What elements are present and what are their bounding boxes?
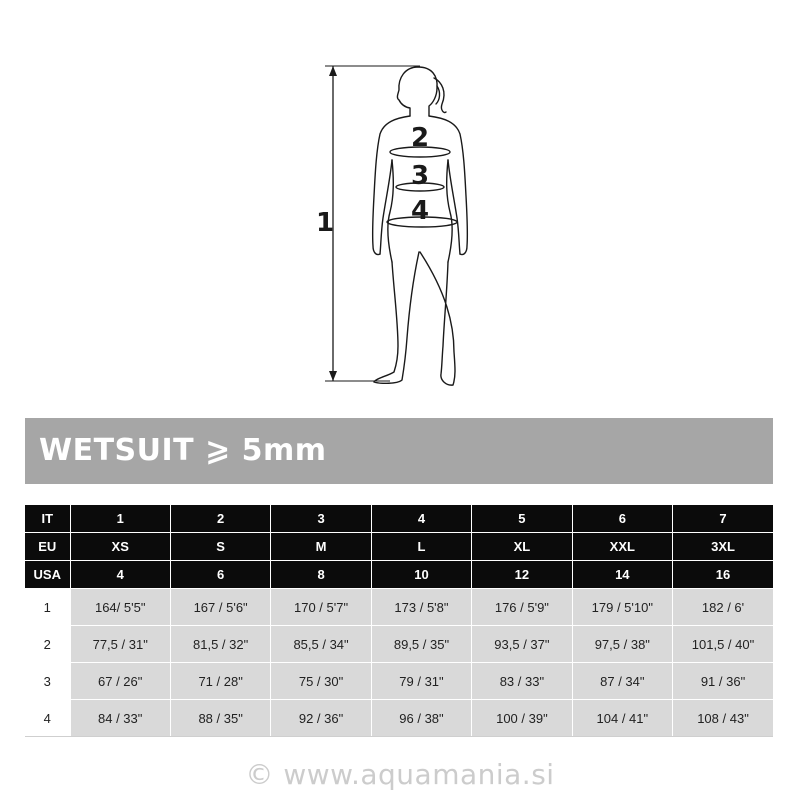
size-cell: 4 [70, 561, 170, 589]
height-label: 1 [316, 208, 335, 238]
measurement-cell: 96 / 38" [371, 700, 471, 737]
measurement-cell: 97,5 / 38" [572, 626, 672, 663]
banner-title: WETSUIT ⩾ 5mm [39, 433, 327, 468]
measurement-cell: 88 / 35" [170, 700, 270, 737]
measurement-cell: 79 / 31" [371, 663, 471, 700]
row-label: 2 [25, 626, 70, 663]
size-cell: 3XL [673, 533, 773, 561]
size-cell: 6 [170, 561, 270, 589]
measurement-cell: 75 / 30" [271, 663, 371, 700]
measurement-row [25, 663, 773, 700]
row-label: 3 [25, 663, 70, 700]
measurement-cell: 100 / 39" [472, 700, 572, 737]
measurement-cell: 104 / 41" [572, 700, 672, 737]
watermark: © www.aquamania.si [245, 758, 555, 791]
size-cell: 3 [271, 505, 371, 533]
measurement-cell: 87 / 34" [572, 663, 672, 700]
bust-label: 2 [411, 123, 430, 153]
measurement-cell: 67 / 26" [70, 663, 170, 700]
size-cell: S [170, 533, 270, 561]
size-header-row [25, 505, 773, 533]
size-cell: 7 [673, 505, 773, 533]
size-chart-table [25, 505, 773, 737]
size-cell: 10 [371, 561, 471, 589]
row-label: USA [25, 561, 70, 589]
row-label: 1 [25, 589, 70, 626]
measurement-cell: 77,5 / 31" [70, 626, 170, 663]
title-banner [25, 418, 773, 484]
row-label: EU [25, 533, 70, 561]
measurement-cell: 92 / 36" [271, 700, 371, 737]
size-cell: L [371, 533, 471, 561]
measurement-cell: 81,5 / 32" [170, 626, 270, 663]
size-cell: M [271, 533, 371, 561]
measurement-row [25, 626, 773, 663]
size-cell: XL [472, 533, 572, 561]
row-label: IT [25, 505, 70, 533]
measurement-cell: 167 / 5'6" [170, 589, 270, 626]
measurement-cell: 108 / 43" [673, 700, 773, 737]
measurement-cell: 170 / 5'7" [271, 589, 371, 626]
size-header-row [25, 561, 773, 589]
measurement-cell: 85,5 / 34" [271, 626, 371, 663]
hips-label: 4 [411, 196, 430, 226]
measurement-cell: 93,5 / 37" [472, 626, 572, 663]
measurement-cell: 71 / 28" [170, 663, 270, 700]
size-header-row [25, 533, 773, 561]
measurement-cell: 84 / 33" [70, 700, 170, 737]
row-label: 4 [25, 700, 70, 737]
size-cell: 12 [472, 561, 572, 589]
measurement-cell: 173 / 5'8" [371, 589, 471, 626]
measurement-row [25, 589, 773, 626]
size-cell: 2 [170, 505, 270, 533]
size-cell: 5 [472, 505, 572, 533]
size-cell: 8 [271, 561, 371, 589]
size-cell: 14 [572, 561, 672, 589]
size-cell: 16 [673, 561, 773, 589]
measurement-row [25, 700, 773, 737]
waist-label: 3 [411, 161, 430, 191]
measurement-cell: 176 / 5'9" [472, 589, 572, 626]
size-cell: XS [70, 533, 170, 561]
measurement-cell: 101,5 / 40" [673, 626, 773, 663]
measurement-cell: 89,5 / 35" [371, 626, 471, 663]
size-cell: 1 [70, 505, 170, 533]
size-cell: 6 [572, 505, 672, 533]
measurement-cell: 164/ 5'5" [70, 589, 170, 626]
size-cell: XXL [572, 533, 672, 561]
measurement-cell: 91 / 36" [673, 663, 773, 700]
measurement-cell: 182 / 6' [673, 589, 773, 626]
size-cell: 4 [371, 505, 471, 533]
measurement-cell: 179 / 5'10" [572, 589, 672, 626]
measurement-cell: 83 / 33" [472, 663, 572, 700]
size-chart-body [25, 505, 773, 737]
